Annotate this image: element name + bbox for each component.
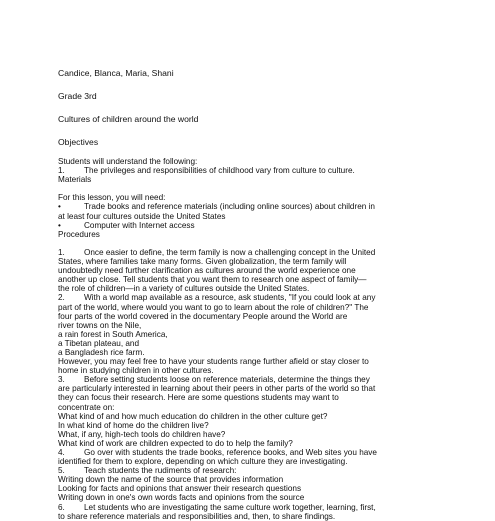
- body-line: In what kind of home do the children live?: [58, 420, 209, 430]
- body-line: For this lesson, you will need:: [58, 193, 166, 203]
- body-line: 1. The privileges and responsibilities of childhood vary from culture to culture.: [58, 166, 355, 176]
- body-line: • Computer with Internet access: [58, 220, 195, 230]
- body-line: What kind of work are children expected to do to help the family?: [58, 438, 293, 448]
- body-line: 6. Let students who are investigating the same culture work together, learning, first,: [58, 502, 376, 512]
- body-line: 2. With a world map available as a resource, ask students, "If you could look at any: [58, 293, 376, 303]
- body-line: [58, 184, 471, 193]
- grade-line: Grade 3rd: [58, 91, 97, 101]
- body-line: Writing down in one's own words facts and opinions from the source: [58, 493, 305, 503]
- body-line: part of the world, where would you want to go to learn about the role of children?" The: [58, 302, 369, 312]
- body-line: [58, 239, 471, 248]
- body-line: identified for them to explore, depending on which culture they are investigating.: [58, 457, 348, 467]
- body-line: they can focus their research. Here are some questions students may want to: [58, 393, 339, 403]
- body-line: States, where families take many forms. Given globalization, the term family will: [58, 257, 347, 267]
- body-line: Writing down the name of the source that provides information: [58, 475, 284, 485]
- body-line: at least four cultures outside the United States: [58, 211, 226, 221]
- objectives-heading: Objectives: [58, 137, 99, 147]
- body-line: 5. Teach students the rudiments of research:: [58, 466, 237, 476]
- body-line: are particularly interested in learning about their peers in other parts of the world so that: [58, 384, 376, 394]
- body-line: the role of children—in a variety of cultures outside the United States.: [58, 284, 310, 294]
- body-line: What kind of and how much education do children in the other culture get?: [58, 411, 328, 421]
- body-line: Looking for facts and opinions that answer their research questions: [58, 484, 302, 494]
- body-line: What, if any, high-tech tools do children have?: [58, 429, 226, 439]
- body-line: a rain forest in South America,: [58, 329, 168, 339]
- body-line: four parts of the world covered in the documentary People around the World are: [58, 311, 348, 321]
- lesson-title: Cultures of children around the world: [58, 114, 199, 124]
- body-line: Materials: [58, 175, 92, 185]
- lesson-body: [58, 157, 471, 521]
- body-line: concentrate on:: [58, 402, 115, 412]
- body-line: a Tibetan plateau, and: [58, 338, 140, 348]
- body-line: Students will understand the following:: [58, 157, 198, 166]
- body-line: home in studying children in other cultures.: [58, 366, 214, 376]
- body-line: • Trade books and reference materials (including online sources) about children in: [58, 202, 375, 212]
- body-line: However, you may feel free to have your students range further afield or stay closer to: [58, 357, 369, 367]
- body-line: 4. Go over with students the trade books, reference books, and Web sites you have: [58, 448, 377, 457]
- authors-line: Candice, Blanca, Maria, Shani: [58, 68, 174, 78]
- body-line: 3. Before setting students loose on reference materials, determine the things they: [58, 375, 370, 385]
- body-line: another up close. Tell students that you want them to research one aspect of family—: [58, 275, 367, 285]
- body-line: 1. Once easier to define, the term family is now a challenging concept in the United: [58, 247, 376, 257]
- body-line: to share reference materials and responsibilities and, then, to share findings.: [58, 511, 336, 521]
- body-line: undoubtedly need further clarification as cultures around the world experience one: [58, 266, 356, 276]
- body-line: Procedures: [58, 229, 100, 239]
- body-line: a Bangladesh rice farm.: [58, 347, 145, 357]
- body-line: river towns on the Nile,: [58, 320, 142, 330]
